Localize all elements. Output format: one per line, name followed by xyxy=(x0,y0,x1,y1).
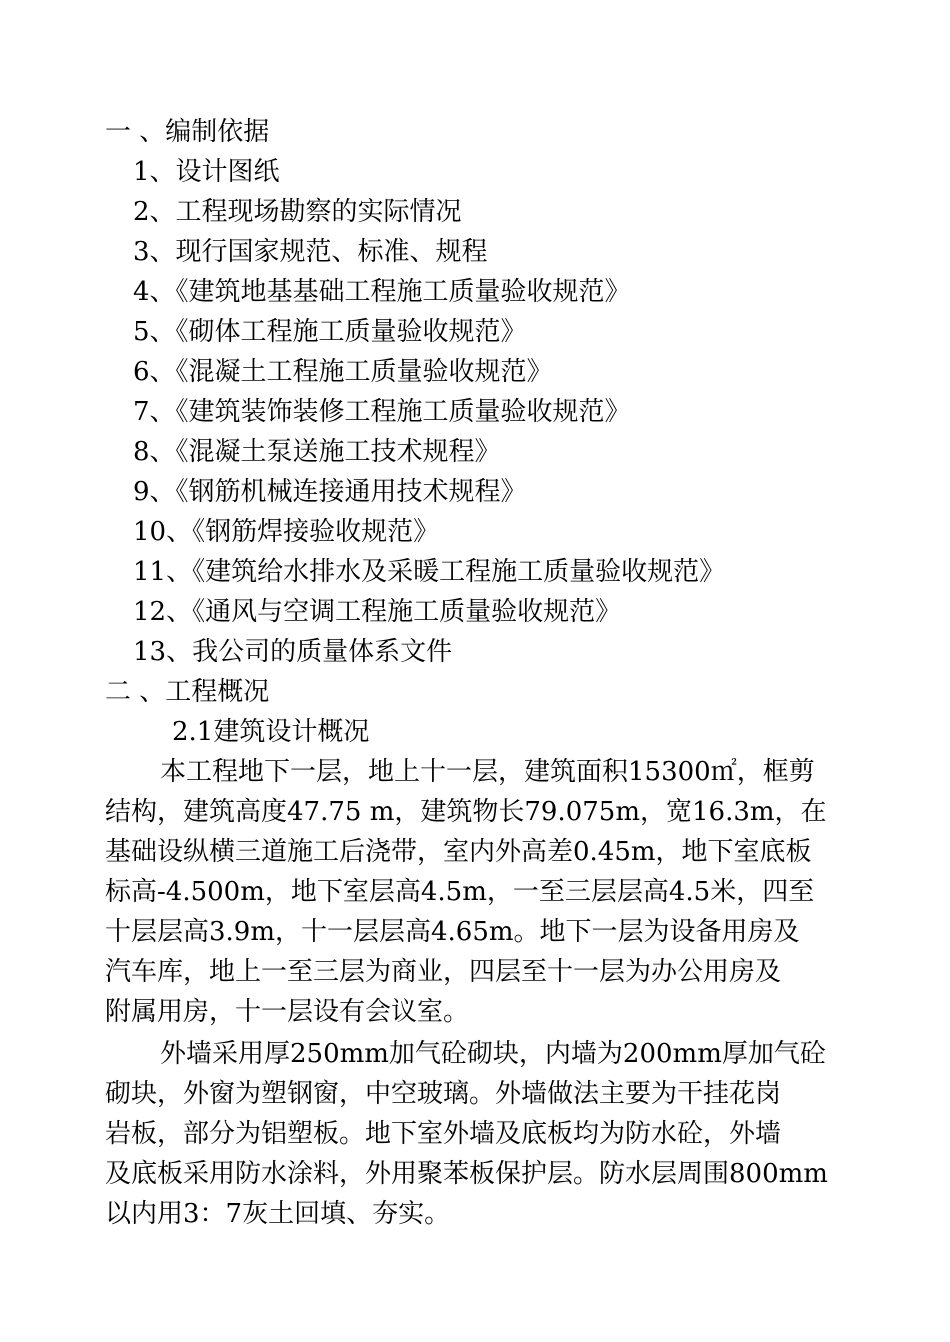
overview-paragraph-2 xyxy=(105,1034,850,1234)
paragraph-line: 结构，建筑高度47.75 m，建筑物长79.075m，宽16.3m，在 xyxy=(105,797,827,827)
list-item: 10、《钢筋焊接验收规范》 xyxy=(133,517,440,547)
subsection-heading: 2.1建筑设计概况 xyxy=(172,717,370,747)
list-item: 3、现行国家规范、标准、规程 xyxy=(133,237,488,267)
paragraph-line: 及底板采用防水涂料，外用聚苯板保护层。防水层周围800mm xyxy=(105,1159,828,1189)
list-item: 2、工程现场勘察的实际情况 xyxy=(133,197,462,227)
section-heading-overview: 二 、工程概况 xyxy=(105,677,270,707)
list-item: 7、《建筑装饰装修工程施工质量验收规范》 xyxy=(133,397,631,427)
paragraph-line: 附属用房，十一层设有会议室。 xyxy=(105,997,470,1027)
list-item: 12、《通风与空调工程施工质量验收规范》 xyxy=(133,597,622,627)
list-item: 6、《混凝土工程施工质量验收规范》 xyxy=(133,357,553,387)
paragraph-line: 砌块，外窗为塑钢窗，中空玻璃。外墙做法主要为干挂花岗 xyxy=(105,1079,782,1109)
paragraph-line: 汽车库，地上一至三层为商业，四层至十一层为办公用房及 xyxy=(105,957,782,987)
list-item: 8、《混凝土泵送施工技术规程》 xyxy=(133,437,501,467)
paragraph-line: 外墙采用厚250mm加气砼砌块，内墙为200mm厚加气砼 xyxy=(160,1039,826,1069)
overview-paragraph-1 xyxy=(105,752,850,1032)
paragraph-line: 岩板，部分为铝塑板。地下室外墙及底板均为防水砼，外墙 xyxy=(105,1119,782,1149)
paragraph-line: 基础设纵横三道施工后浇带，室内外高差0.45m，地下室底板 xyxy=(105,837,812,867)
paragraph-line: 十层层高3.9m，十一层层高4.65m。地下一层为设备用房及 xyxy=(105,917,800,947)
paragraph-line: 本工程地下一层，地上十一层，建筑面积15300㎡，框剪 xyxy=(160,757,815,787)
list-item: 4、《建筑地基基础工程施工质量验收规范》 xyxy=(133,277,631,307)
list-item: 9、《钢筋机械连接通用技术规程》 xyxy=(133,477,527,507)
list-item: 13、我公司的质量体系文件 xyxy=(133,637,453,667)
section-heading-basis: 一 、编制依据 xyxy=(105,117,270,147)
paragraph-line: 以内用3：7灰土回填、夯实。 xyxy=(105,1199,451,1229)
list-item: 5、《砌体工程施工质量验收规范》 xyxy=(133,317,527,347)
list-item: 1、设计图纸 xyxy=(133,157,280,187)
list-item: 11、《建筑给水排水及采暖工程施工质量验收规范》 xyxy=(133,557,726,587)
paragraph-line: 标高-4.500m，地下室层高4.5m，一至三层层高4.5米，四至 xyxy=(105,877,815,907)
